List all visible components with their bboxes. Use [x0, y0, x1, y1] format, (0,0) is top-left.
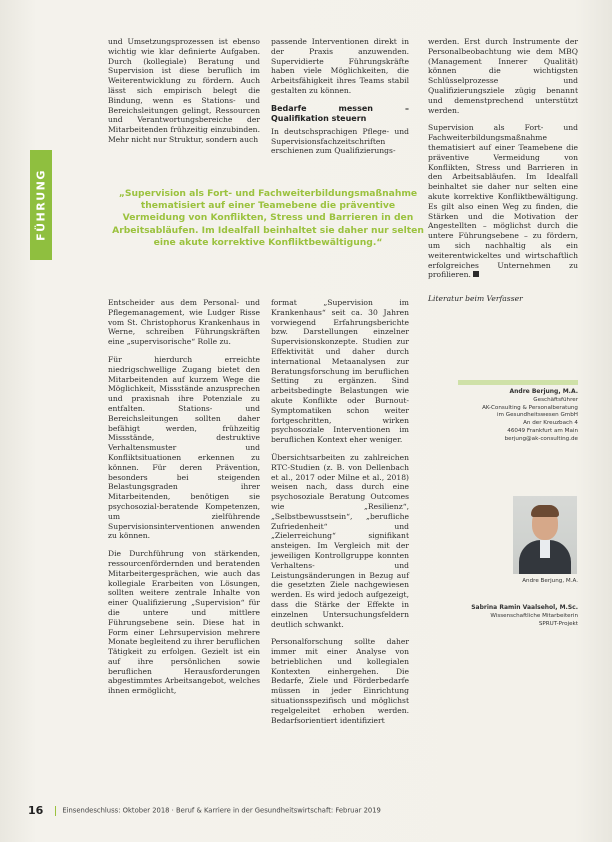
column-2-bottom: [271, 298, 409, 733]
coauthor-line: SPRUT-Projekt: [538, 620, 578, 627]
author-info: [458, 388, 578, 444]
paragraph: format „Supervision im Krankenhaus“ seit ca. 30 Jahren vorwiegend Erfahrungsberichte bzw. Darstellungen einzelner Supervisionskonzepte. Studien zur Effektivität und daher durch international Metaanalysen zur Beratungsforschung im beruflichen Setting zu ergänzen. Sind arbeitsbedingte Belastungen wie akute Konflikte oder Burnout-Symptomatiken schon weiter fortgeschritten, wirken psychosoziale Interventionen im beruflichen Kontext eher weniger.: [271, 298, 409, 445]
author-line: Geschäftsführer: [533, 396, 578, 403]
coauthor-info: [458, 604, 578, 628]
photo-hair: [531, 505, 559, 517]
literature-note: Literatur beim Verfasser: [428, 294, 523, 304]
paragraph: Personalforschung sollte daher immer mit einer Analyse von betrieblichen und kollegialen Kontexten einhergehen. Die Bedarfe, Ziele und Förderbedarfe müssen in jeder Einrichtung situationsspezifisch und möglichst regelgeleitet erhoben werden. Bedarfsorientiert identifiziert: [271, 637, 409, 725]
paragraph: und Umsetzungsprozessen ist ebenso wichtig wie klar definierte Aufgaben. Durch (kollegiale) Beratung und Supervision ist diese beruflich im Weiterentwicklung zu fördern. Auch lässt sich empirisch belegt die Bindung, wenn es Stations- und Bereichsleitungen gelingt, Ressourcen und Verantwortungsbereiche der Mitarbeitenden frühzeitig einzubinden. Mehr nicht nur Struktur, sondern auch: [108, 37, 260, 144]
paragraph: passende Interventionen direkt in der Praxis anzuwenden. Supervidierte Führungskräfte haben viele Möglichkeiten, die Arbeitsfähigkeit ihres Teams stabil gestalten zu können.: [271, 37, 409, 95]
paragraph: werden. Erst durch Instrumente der Personalbeobachtung wie dem MBQ (Management Innerer Qualität) können die wichtigsten Schlüsselprozesse und Qualifizierungsziele zügig benannt und demenstprechend unterstützt werden.: [428, 37, 578, 115]
paragraph: Die Durchführung von stärkenden, ressourcenfördernden und beratenden Mitarbeitergesprächen, wie auch das kollegiale Erarbeiten von Lösungen, sollten weitere zentrale Inhalte von einer Qualifizierung „Supervision“ für die untere und mittlere Führungsebene sein. Diese hat in Form einer Lehrsupervision mehrere Monate begleitend zu ihrer beruflichen Tätigkeit zu erfolgen. Gezielt ist ein auf ihre persönlichen sowie beruflichen Herausforderungen abgestimmtes Arbeitsangebot, welches ihnen ermöglicht,: [108, 549, 260, 696]
paragraph: [428, 123, 578, 280]
page-footer: [28, 804, 588, 817]
photo-caption: Andre Berjung, M.A.: [522, 578, 578, 584]
paragraph-text: Supervision als Fort- und Fachweiterbildungsmaßnahme thematisiert auf einer Teamebene die präventive Vermeidung von Konflikten, Stress und Barrieren in den Arbeitsabläufen. Im Idealfall beinhaltet sie daher nur selten eine akute korrektive Konfliktbewältigung. Es gilt also einen Weg zu finden, die Stärken und die Motivation der Angestellten – möglichst durch die untere Führungsebene – zu fördern, um sich nachhaltig als ein weiterentwickeltes und wirtschaftlich erfolgreiches Unternehmen zu profilieren.: [428, 123, 578, 280]
coauthor-name: Sabrina Ramin Vaalsehol, M.Sc.: [471, 604, 578, 611]
footer-divider: [55, 806, 56, 816]
column-3: [428, 37, 578, 312]
section-tab: [30, 150, 52, 260]
author-line: AK-Consulting & Personalberatung: [482, 404, 578, 411]
column-1-top: [108, 37, 260, 153]
author-photo: [513, 496, 577, 574]
author-line: im Gesundheitswesen GmbH: [497, 412, 578, 419]
photo-shirt: [540, 540, 550, 558]
paragraph: In deutschsprachigen Pflege- und Supervisionsfachzeitschriften erschienen zum Qualifizierungs-: [271, 126, 409, 156]
page-number: 16: [28, 804, 44, 817]
coauthor-line: Wissenschaftliche Mitarbeiterin: [490, 612, 578, 619]
author-email: berjung@ak-consulting.de: [504, 435, 578, 442]
paragraph: Für hierdurch erreichte niedrigschwellige Zugang bietet den Mitarbeitenden auf kurzem Wege die Möglichkeit, Missstände anzusprechen und praxisnah ihre Potenziale zu entfalten. Stations- und Bereichsleitungen sollten daher befähigt werden, frühzeitig Missstände, destruktive Verhaltensmuster und Konfliktsituationen erkennen zu können. Für deren Prävention, besonders bei steigenden Belastungsgraden ihrer Mitarbeitenden, benötigen sie psychosozial-beratende Kompetenzen, um zielführende Supervisionsinterventionen anwenden zu können.: [108, 354, 260, 541]
author-divider: [458, 380, 578, 385]
author-line: An der Kreuzbach 4: [523, 420, 578, 427]
paragraph: Entscheider aus dem Personal- und Pflegemanagement, wie Ludger Risse vom St. Christophorus Krankenhaus in Werne, schreiben Führungskräften eine „supervisorische“ Rolle zu.: [108, 298, 260, 347]
section-label: FÜHRUNG: [34, 169, 48, 241]
section-heading: Bedarfe messen – Qualifikation steuern: [271, 103, 409, 123]
paragraph: Übersichtsarbeiten zu zahlreichen RTC-Studien (z. B. von Dellenbach et al., 2017 oder Milne et al., 2018) weisen nach, dass durch eine psychosoziale Beratung Outcomes wie „Resilienz“, „Selbstbewusstsein“, „berufliche Zufriedenheit“ und „Zielerreichung“ signifikant ansteigen. Im Vergleich mit der jeweiligen Kontrollgruppe konnten Verhaltens- und Leistungsänderungen in Bezug auf die gesetzten Ziele nachgewiesen werden. Es wird jedoch aufgezeigt, dass die Stärke der Effekte in einzelnen Untersuchungsfeldern deutlich schwankt.: [271, 452, 409, 629]
end-mark-icon: [473, 271, 479, 277]
author-name: Andre Berjung, M.A.: [509, 388, 578, 395]
column-2-top: [271, 37, 409, 164]
footer-text: Einsendeschluss: Oktober 2018 · Beruf & Karriere in der Gesundheitswirtschaft: Februar 2019: [62, 806, 381, 815]
author-line: 46049 Frankfurt am Main: [507, 427, 578, 434]
pull-quote: „Supervision als Fort- und Fachweiterbildungsmaßnahme thematisiert auf einer Teamebene die präventive Vermeidung von Konflikten, Stress und Barrieren in den Arbeitsabläufen. Im Idealfall beinhaltet sie daher nur selten eine akute korrektive Konfliktbewältigung.“: [112, 188, 424, 248]
column-1-bottom: [108, 298, 260, 704]
